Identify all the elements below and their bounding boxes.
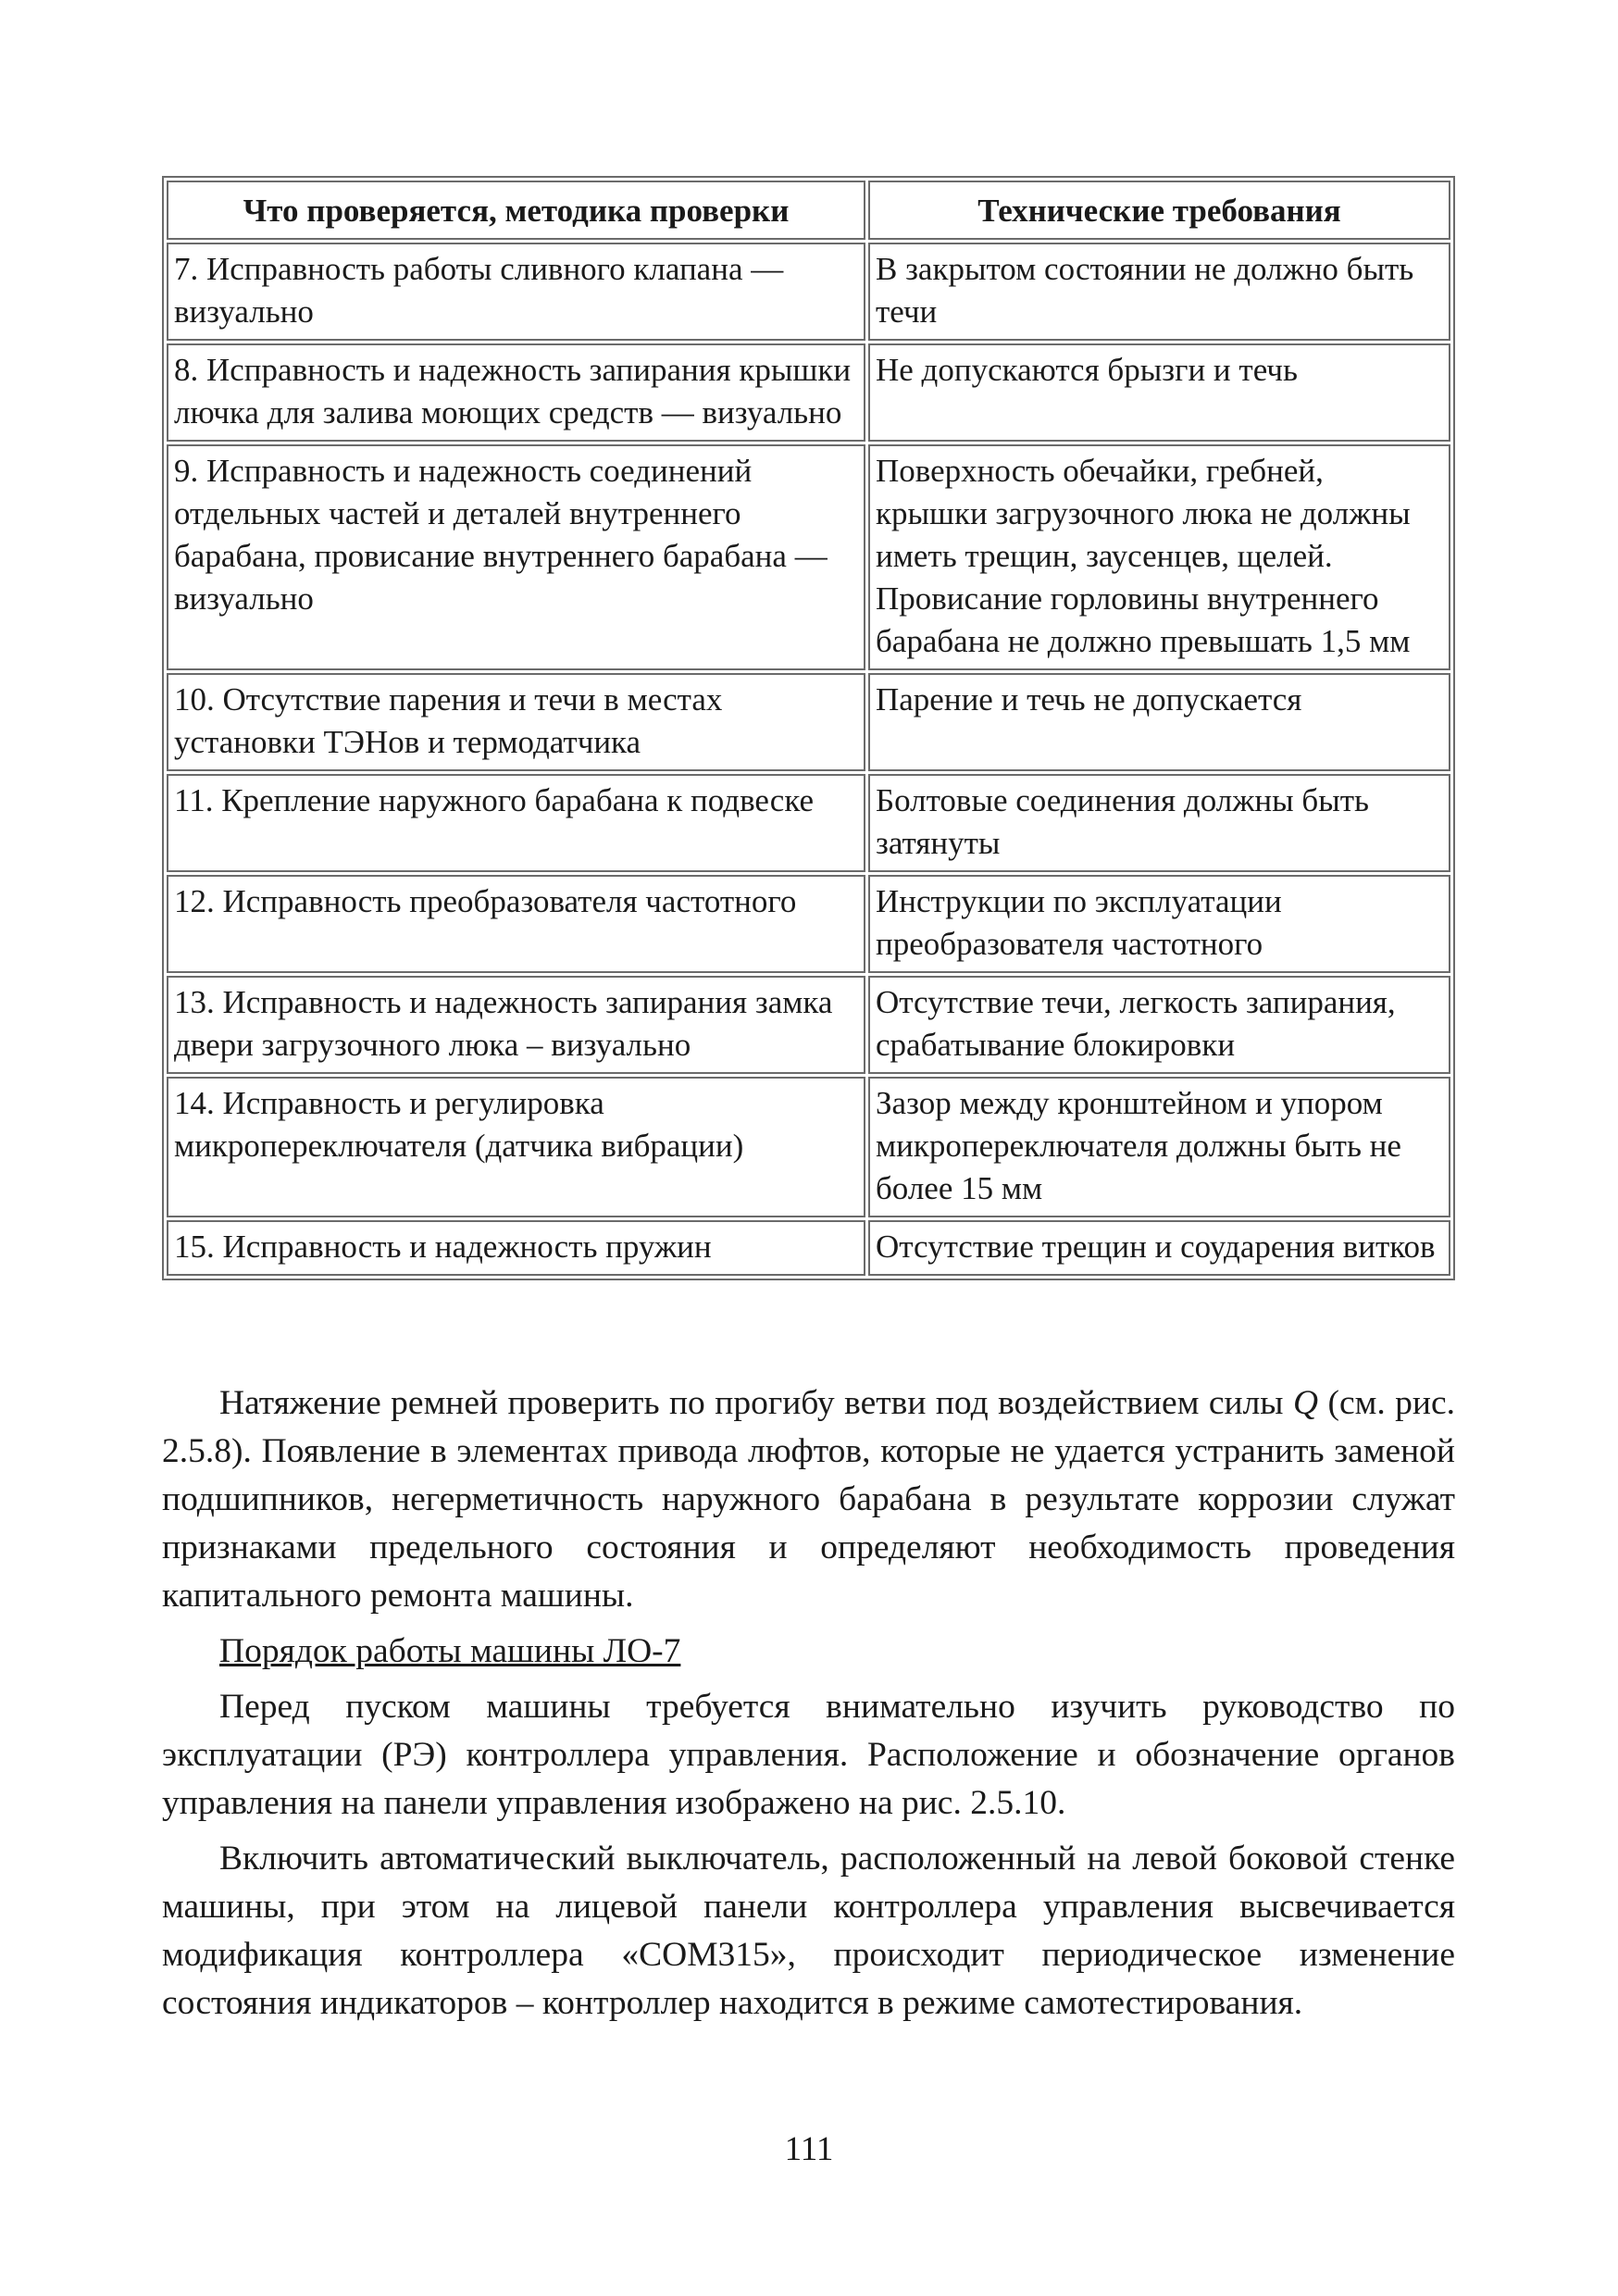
check-cell: 10. Отсутствие парения и течи в местах установки ТЭНов и термодатчика: [167, 673, 865, 771]
table-row: [167, 673, 1450, 771]
requirement-cell: Отсутствие трещин и соударения витков: [868, 1220, 1450, 1276]
requirement-cell: Не допускаются брызги и течь: [868, 343, 1450, 442]
requirement-cell: Болтовые соединения должны быть затянуты: [868, 774, 1450, 872]
check-cell: 15. Исправность и надежность пружин: [167, 1220, 865, 1276]
header-check-method: Что проверяется, методика проверки: [167, 181, 865, 240]
requirement-cell: В закрытом состоянии не должно быть течи: [868, 243, 1450, 341]
inspection-table: [162, 176, 1455, 1280]
body-text: [162, 1379, 1455, 2028]
requirement-cell: Инструкции по эксплуатации преобразователя частотного: [868, 875, 1450, 973]
table-row: [167, 444, 1450, 670]
page-number: 111: [784, 2130, 834, 2168]
table-row: [167, 1077, 1450, 1217]
requirement-cell: Поверхность обечайки, гребней, крышки загрузочного люка не должны иметь трещин, заусенцев, щелей. Провисание горловины внутреннего барабана не должно превышать 1,5 мм: [868, 444, 1450, 670]
table-row: [167, 774, 1450, 872]
paragraph-text: Натяжение ремней проверить по прогибу ветви под воздействием силы: [219, 1384, 1293, 1422]
check-cell: 9. Исправность и надежность соединений отдельных частей и деталей внутреннего барабана, провисание внутреннего барабана — визуально: [167, 444, 865, 670]
check-cell: 12. Исправность преобразователя частотного: [167, 875, 865, 973]
requirement-cell: Парение и течь не допускается: [868, 673, 1450, 771]
check-cell: 14. Исправность и регулировка микропереключателя (датчика вибрации): [167, 1077, 865, 1217]
force-variable: Q: [1292, 1384, 1319, 1422]
section-heading: [162, 1628, 1455, 1676]
table-row: [167, 976, 1450, 1074]
table-row: [167, 243, 1450, 341]
table-header-row: [167, 181, 1450, 240]
table-row: [167, 1220, 1450, 1276]
check-cell: 7. Исправность работы сливного клапана — визуально: [167, 243, 865, 341]
header-technical-requirements: Технические требования: [868, 181, 1450, 240]
check-cell: 11. Крепление наружного барабана к подвеске: [167, 774, 865, 872]
paragraph-switch-on: Включить автоматический выключатель, расположенный на левой боковой стенке машины, при этом на лицевой панели контроллера управления высвечивается модификация контроллера «СОМ315», происходит периодическое изменение состояния индикаторов – контроллер находится в режиме самотестирования.: [162, 1840, 1455, 2022]
paragraph-before-start: Перед пуском машины требуется внимательно изучить руководство по эксплуатации (РЭ) контроллера управления. Расположение и обозначение органов управления на панели управления изображено на рис. 2.5.10.: [162, 1688, 1455, 1822]
paragraph-belt-tension: [162, 1379, 1455, 1620]
table-row: [167, 875, 1450, 973]
paragraph-text: (см. рис. 2.5.8). Появление в элементах привода люфтов, которые не удается устранить заменой подшипников, негерметичность наружного барабана в результате коррозии служат признаками предельного состояния и определяют необходимость проведения капитального ремонта машины.: [162, 1384, 1455, 1615]
table-row: [167, 343, 1450, 442]
requirement-cell: Зазор между кронштейном и упором микропереключателя должны быть не более 15 мм: [868, 1077, 1450, 1217]
section-heading-text: Порядок работы машины ЛО-7: [219, 1632, 681, 1670]
check-cell: 13. Исправность и надежность запирания замка двери загрузочного люка – визуально: [167, 976, 865, 1074]
requirement-cell: Отсутствие течи, легкость запирания, срабатывание блокировки: [868, 976, 1450, 1074]
check-cell: 8. Исправность и надежность запирания крышки лючка для залива моющих средств — визуально: [167, 343, 865, 442]
